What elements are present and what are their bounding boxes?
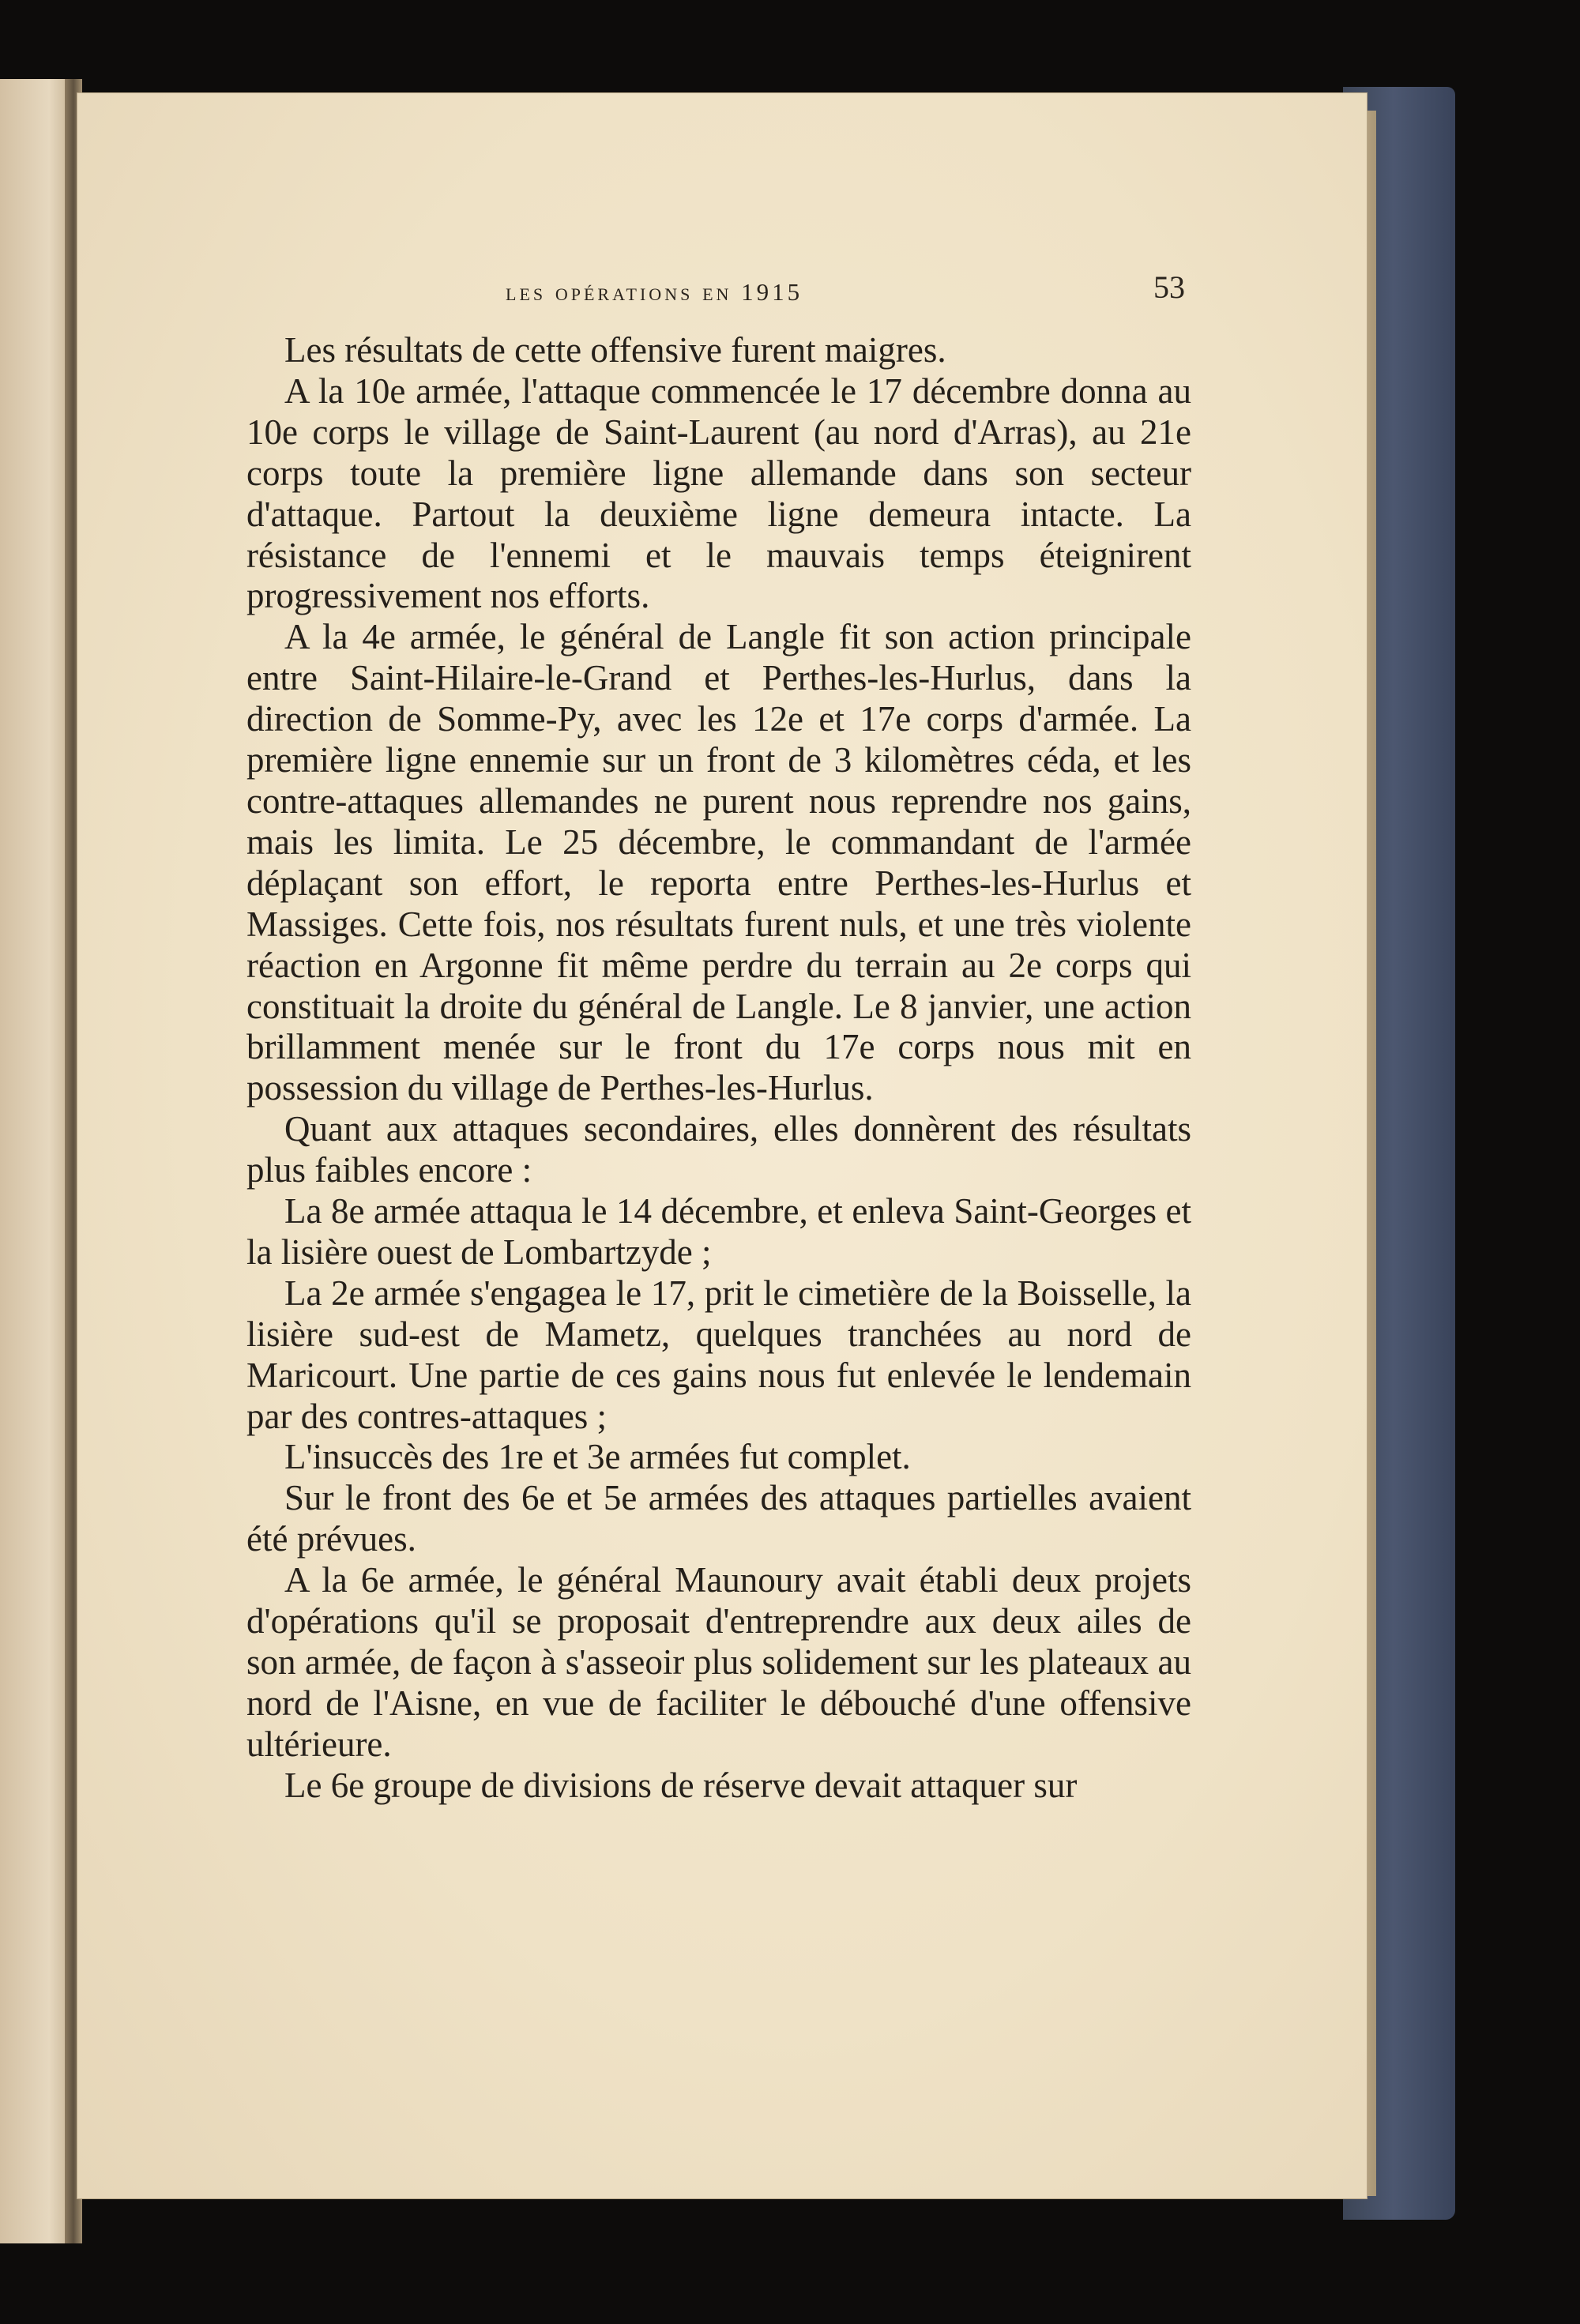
- paragraph: La 8e armée attaqua le 14 décembre, et enleva Saint-Georges et la lisière ouest de Lombartzyde ;: [246, 1191, 1191, 1272]
- page-header: [506, 269, 1185, 316]
- running-title: les opérations en 1915: [506, 278, 803, 306]
- paragraph: Sur le front des 6e et 5e armées des attaques partielles avaient été prévues.: [246, 1478, 1191, 1559]
- page-body: [246, 330, 1191, 1807]
- paragraph: A la 6e armée, le général Maunoury avait établi deux projets d'opérations qu'il se proposait d'entreprendre aux deux ailes de son armée, de façon à s'asseoir plus solidement sur les plateaux au nord de l'Aisne, en vue de faciliter le débouché d'une offensive ultérieure.: [246, 1560, 1191, 1764]
- paragraph: Quant aux attaques secondaires, elles donnèrent des résultats plus faibles encore :: [246, 1109, 1191, 1190]
- paragraph: A la 4e armée, le général de Langle fit son action principale entre Saint-Hilaire-le-Grand et Perthes-les-Hurlus, dans la direction de Somme-Py, avec les 12e et 17e corps d'armée. La première ligne ennemie sur un front de 3 kilomètres céda, et les contre-attaques allemandes ne purent nous reprendre nos gains, mais les limita. Le 25 décembre, le commandant de l'armée déplaçant son effort, le reporta entre Perthes-les-Hurlus et Massiges. Cette fois, nos résultats furent nuls, et une très violente réaction en Argonne fit même perdre du terrain au 2e corps qui constituait la droite du général de Langle. Le 8 janvier, une action brillamment menée sur le front du 17e corps nous mit en possession du village de Perthes-les-Hurlus.: [246, 617, 1191, 1108]
- paragraph: A la 10e armée, l'attaque commencée le 17 décembre donna au 10e corps le village de Saint-Laurent (au nord d'Arras), au 21e corps toute la première ligne allemande dans son secteur d'attaque. Partout la deuxième ligne demeura intacte. La résistance de l'ennemi et le mauvais temps éteignirent progressivement nos efforts.: [246, 370, 1191, 616]
- page-number: 53: [1153, 269, 1185, 305]
- paragraph: La 2e armée s'engagea le 17, prit le cimetière de la Boisselle, la lisière sud-est de Mametz, quelques tranchées au nord de Maricourt. Une partie de ces gains nous fut enlevée le lendemain par des contres-attaques ;: [246, 1273, 1191, 1436]
- paragraph: Les résultats de cette offensive furent maigres.: [284, 330, 946, 370]
- paragraph: L'insuccès des 1re et 3e armées fut complet.: [284, 1437, 911, 1477]
- paragraph: Le 6e groupe de divisions de réserve devait attaquer sur: [284, 1765, 1078, 1805]
